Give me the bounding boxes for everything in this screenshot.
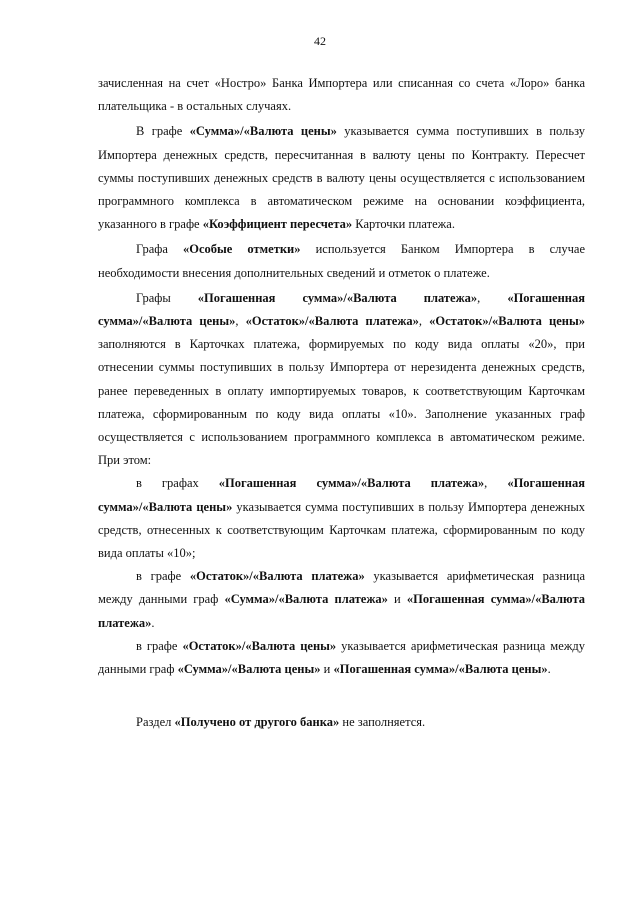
emphasized-text: «Погашенная сумма»/«Валюта цены» <box>333 662 548 677</box>
paragraph-text: , <box>418 314 430 329</box>
emphasized-text: «Погашенная сумма»/«Валюта платежа» <box>98 592 585 630</box>
emphasized-text: «Особые отметки» <box>182 242 301 257</box>
emphasized-text: «Погашенная сумма»/«Валюта цены» <box>98 476 585 514</box>
paragraph-text: заполняются в Карточках платежа, формируемых по коду вида оплаты «20», при отнесении суммы поступивших в пользу Импортера от нерезидента денежных средств, ранее переведенных в оплату импортируемых товаров, к соответствующим Карточкам платежа, сформированным по коду вида оплаты «10». Заполнение указанных граф осуществляется с использованием программного комплекса в автоматическом режиме. При этом: <box>98 337 585 468</box>
emphasized-text: «Получено от другого банка» <box>174 715 340 730</box>
emphasized-text: «Коэффициент пересчета» <box>202 217 353 232</box>
emphasized-text: «Погашенная сумма»/«Валюта платежа» <box>197 290 478 305</box>
paragraph-text: Графа <box>136 242 183 257</box>
paragraph-2 <box>98 120 585 236</box>
paragraph-3 <box>98 238 585 284</box>
paragraph-1 <box>98 72 585 118</box>
document-body <box>98 72 585 734</box>
paragraph-7 <box>98 635 585 681</box>
emphasized-text: «Остаток»/«Валюта платежа» <box>245 314 419 329</box>
paragraph-text: Карточки платежа. <box>352 217 455 232</box>
emphasized-text: «Остаток»/«Валюта платежа» <box>189 569 365 584</box>
paragraph-8 <box>98 711 585 734</box>
paragraph-text: используется Банком Импортера в случае необходимости внесения дополнительных сведений и отметок о платеже. <box>98 242 585 280</box>
paragraph-5 <box>98 472 585 565</box>
paragraph-text: Раздел <box>136 715 175 730</box>
paragraph-4 <box>98 287 585 473</box>
emphasized-text: «Погашенная сумма»/«Валюта цены» <box>98 290 585 329</box>
paragraph-text: , <box>235 314 246 329</box>
paragraph-text: и <box>320 662 334 677</box>
emphasized-text: «Сумма»/«Валюта цены» <box>189 124 337 139</box>
paragraph-text: В графе <box>136 124 190 139</box>
paragraph-text: , <box>477 290 508 305</box>
paragraph-6 <box>98 565 585 635</box>
emphasized-text: «Остаток»/«Валюта цены» <box>429 314 586 329</box>
paragraph-text: , <box>484 476 508 491</box>
paragraph-text: не заполняется. <box>339 715 426 730</box>
paragraph-text: в графах <box>136 476 219 491</box>
page-number: 42 <box>314 34 326 48</box>
paragraph-text: и <box>387 592 407 607</box>
paragraph-text: в графе <box>136 569 190 584</box>
paragraph-text: указывается арифметическая разница между данными граф <box>98 569 585 607</box>
paragraph-text: . <box>547 662 551 677</box>
emphasized-text: «Остаток»/«Валюта цены» <box>182 638 337 653</box>
paragraph-text: указывается арифметическая разница между данными граф <box>98 638 585 677</box>
paragraph-text: указывается сумма поступивших в пользу Импортера денежных средств, пересчитанная в валюту цены по Контракту. Пересчет суммы поступивших денежных средств в валюту цены осуществляется с использованием программного комплекса в автоматическом режиме на основании коэффициента, указанного в графе <box>98 124 585 232</box>
emphasized-text: «Сумма»/«Валюта платежа» <box>224 592 388 607</box>
paragraph-text: зачисленная на счет «Ностро» Банка Импортера или списанная со счета «Лоро» банка плательщика - в остальных случаях. <box>98 76 585 114</box>
paragraph-text: в графе <box>136 638 183 653</box>
paragraph-text: . <box>151 615 155 630</box>
paragraph-text: Графы <box>136 290 198 305</box>
emphasized-text: «Погашенная сумма»/«Валюта платежа» <box>218 476 485 491</box>
emphasized-text: «Сумма»/«Валюта цены» <box>177 662 321 677</box>
paragraph-text: указывается сумма поступивших в пользу Импортера денежных средств, отнесенных к соответствующим Карточкам платежа, сформированным по коду вида оплаты «10»; <box>98 499 586 561</box>
